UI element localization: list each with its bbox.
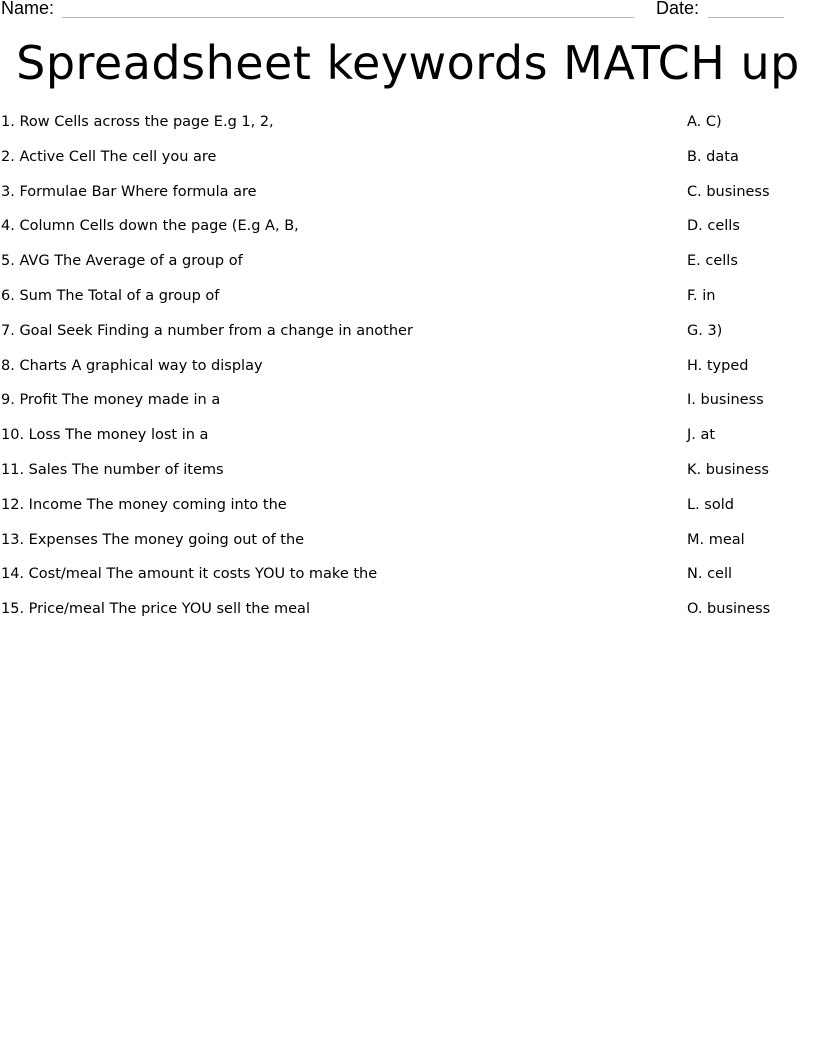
date-blank-line — [708, 17, 784, 18]
answer-option: M. meal — [687, 531, 745, 548]
match-row — [0, 110, 816, 145]
clue-text: 1. Row Cells across the page E.g 1, 2, — [1, 114, 274, 130]
answer-option: L. sold — [687, 496, 734, 513]
clue-text: 8. Charts A graphical way to display — [1, 357, 263, 374]
clue-text: 2. Active Cell The cell you are — [1, 148, 217, 165]
match-row — [0, 528, 816, 563]
answer-option: H. typed — [687, 357, 749, 374]
clue-text: 14. Cost/meal The amount it costs YOU to make the — [1, 566, 378, 583]
answer-option: C. business — [687, 183, 770, 200]
answer-option: D. cells — [687, 218, 740, 235]
match-row — [0, 249, 816, 284]
match-row — [0, 284, 816, 319]
clue-text: 10. Loss The money lost in a — [1, 427, 209, 444]
name-blank-line — [62, 17, 634, 18]
answer-option: K. business — [687, 461, 769, 478]
answer-option: J. at — [687, 427, 716, 444]
clue-text: 15. Price/meal The price YOU sell the meal — [1, 601, 310, 618]
match-row — [0, 354, 816, 389]
clue-text: 6. Sum The Total of a group of — [1, 287, 220, 304]
clue-text: 4. Column Cells down the page (E.g A, B, — [1, 218, 299, 235]
match-row — [0, 458, 816, 493]
clue-text: 12. Income The money coming into the — [1, 496, 287, 513]
match-row — [0, 180, 816, 215]
match-row — [0, 597, 816, 632]
answer-option: B. data — [687, 148, 739, 165]
answer-option: G. 3) — [687, 322, 723, 339]
answer-option: N. cell — [687, 566, 733, 583]
clue-text: 13. Expenses The money going out of the — [1, 531, 305, 548]
answer-option: F. in — [687, 287, 716, 304]
clue-text: 11. Sales The number of items — [1, 461, 224, 478]
name-label: Name: — [1, 0, 55, 18]
match-row — [0, 319, 816, 354]
match-row — [0, 214, 816, 249]
clue-text: 7. Goal Seek Finding a number from a change in another — [1, 322, 413, 339]
match-row — [0, 562, 816, 597]
answer-option: A. C) — [687, 114, 722, 130]
answer-option: O. business — [687, 601, 771, 618]
page-title: Spreadsheet keywords MATCH up — [16, 36, 800, 90]
answer-option: I. business — [687, 392, 764, 409]
match-row — [0, 388, 816, 423]
answer-option: E. cells — [687, 253, 738, 270]
date-label: Date: — [656, 0, 700, 18]
worksheet-header — [0, 0, 816, 24]
match-list — [0, 110, 816, 632]
clue-text: 9. Profit The money made in a — [1, 392, 221, 409]
clue-text: 5. AVG The Average of a group of — [1, 253, 243, 270]
match-row — [0, 423, 816, 458]
clue-text: 3. Formulae Bar Where formula are — [1, 183, 257, 200]
match-row — [0, 493, 816, 528]
match-row — [0, 145, 816, 180]
